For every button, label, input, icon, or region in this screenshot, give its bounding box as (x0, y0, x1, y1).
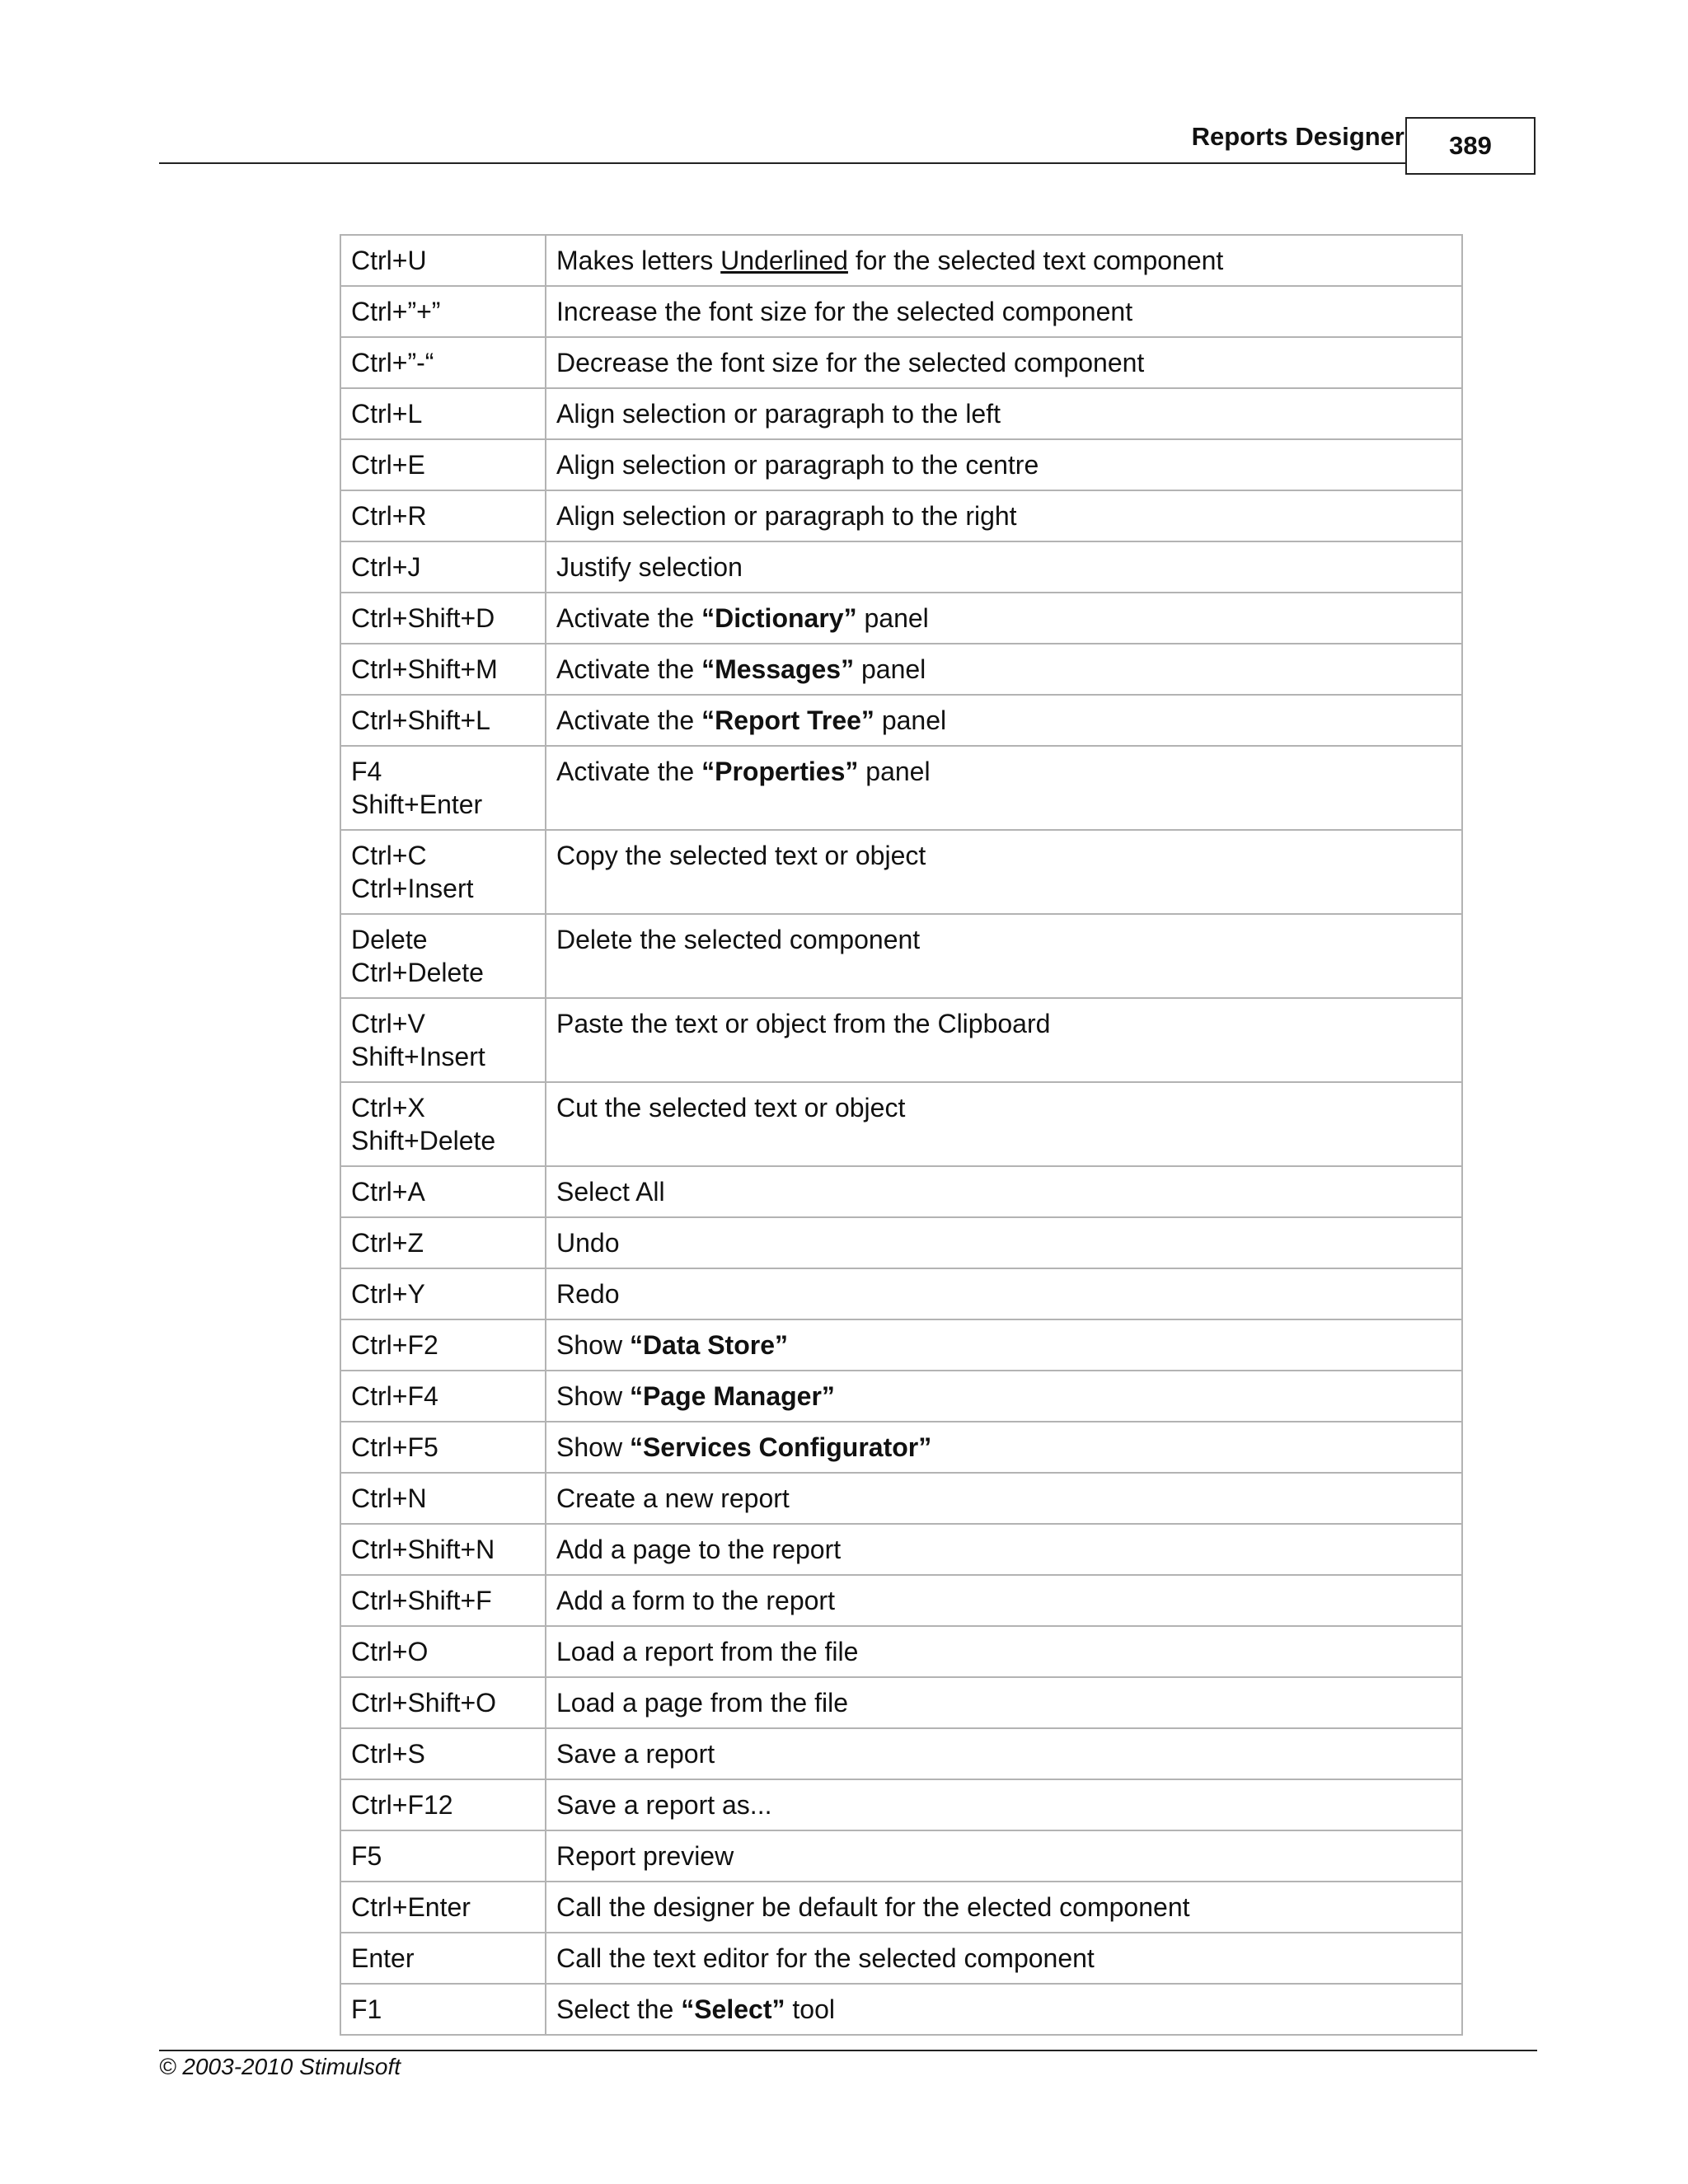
shortcut-keys-cell (340, 1984, 546, 2035)
table-row (340, 235, 1462, 286)
table-row (340, 1524, 1462, 1575)
description-text: Copy the selected text or object (556, 841, 926, 870)
shortcut-description-cell (546, 746, 1462, 830)
table-row (340, 1626, 1462, 1677)
shortcut-key: Ctrl+J (351, 552, 421, 582)
description-text: Makes letters (556, 246, 721, 275)
shortcut-key: Shift+Insert (351, 1042, 485, 1071)
shortcut-key: Ctrl+Shift+L (351, 705, 490, 735)
shortcut-key: Ctrl+Enter (351, 1892, 471, 1922)
description-text: Load a report from the file (556, 1637, 859, 1666)
table-row (340, 1728, 1462, 1779)
description-text: Select the (556, 1994, 682, 2024)
table-row (340, 1082, 1462, 1166)
bold-term: “Select” (681, 1994, 785, 2024)
shortcut-rows (340, 235, 1462, 2035)
shortcut-keys-cell (340, 1473, 546, 1524)
shortcut-description-cell (546, 1371, 1462, 1422)
bold-term: “Page Manager” (629, 1381, 835, 1411)
section-title: Reports Designer (1191, 122, 1404, 151)
shortcut-description-cell (546, 1082, 1462, 1166)
shortcut-description-cell (546, 593, 1462, 644)
shortcut-description-cell (546, 1166, 1462, 1217)
shortcut-description-cell (546, 1677, 1462, 1728)
description-text: Load a page from the file (556, 1688, 849, 1718)
shortcut-keys-cell (340, 1830, 546, 1882)
shortcut-description-cell (546, 235, 1462, 286)
shortcut-key: Ctrl+U (351, 246, 427, 275)
table-row (340, 1319, 1462, 1371)
shortcut-key: Ctrl+N (351, 1483, 427, 1513)
shortcut-keys-cell (340, 593, 546, 644)
shortcut-description-cell (546, 695, 1462, 746)
shortcut-key: Ctrl+O (351, 1637, 429, 1666)
shortcut-keys-cell (340, 1268, 546, 1319)
shortcut-key: Ctrl+F12 (351, 1790, 453, 1820)
shortcut-description-cell (546, 490, 1462, 541)
table-row (340, 746, 1462, 830)
description-text: panel (858, 757, 931, 786)
description-text: tool (785, 1994, 835, 2024)
shortcut-key: Ctrl+L (351, 399, 423, 429)
shortcut-keys-cell (340, 1728, 546, 1779)
underlined-text: Underlined (720, 246, 848, 275)
shortcut-description-cell (546, 1984, 1462, 2035)
description-text: for the selected text component (847, 246, 1224, 275)
description-text: Activate the (556, 654, 702, 684)
bold-term: “Report Tree” (701, 705, 874, 735)
shortcut-description-cell (546, 644, 1462, 695)
table-row (340, 1575, 1462, 1626)
page-number: 389 (1405, 117, 1536, 175)
description-text: Justify selection (556, 552, 743, 582)
description-text: panel (874, 705, 947, 735)
shortcut-keys-cell (340, 439, 546, 490)
shortcut-description-cell (546, 1422, 1462, 1473)
description-text: Show (556, 1330, 630, 1360)
description-text: Activate the (556, 757, 702, 786)
table-row (340, 914, 1462, 998)
shortcut-key: Ctrl+Shift+F (351, 1586, 492, 1615)
shortcut-keys-cell (340, 1882, 546, 1933)
description-text: Decrease the font size for the selected component (556, 348, 1145, 377)
table-row (340, 593, 1462, 644)
description-text: Show (556, 1381, 630, 1411)
shortcut-description-cell (546, 1575, 1462, 1626)
keyboard-shortcuts-table (340, 234, 1463, 2036)
shortcut-description-cell (546, 1626, 1462, 1677)
shortcut-keys-cell (340, 1524, 546, 1575)
table-row (340, 830, 1462, 914)
shortcut-key: Ctrl+S (351, 1739, 425, 1769)
shortcut-description-cell (546, 830, 1462, 914)
description-text: Add a form to the report (556, 1586, 835, 1615)
description-text: Align selection or paragraph to the right (556, 501, 1017, 531)
table-row (340, 1268, 1462, 1319)
description-text: Call the designer be default for the elected component (556, 1892, 1190, 1922)
shortcut-key: Ctrl+R (351, 501, 427, 531)
shortcut-keys-cell (340, 695, 546, 746)
shortcut-keys-cell (340, 1933, 546, 1984)
shortcut-key: Ctrl+Y (351, 1279, 425, 1309)
shortcut-description-cell (546, 1933, 1462, 1984)
table-row (340, 1166, 1462, 1217)
shortcut-key: Ctrl+Shift+N (351, 1535, 495, 1564)
table-row (340, 1371, 1462, 1422)
table-row (340, 337, 1462, 388)
bold-term: “Dictionary” (701, 603, 857, 633)
shortcut-keys-cell (340, 1319, 546, 1371)
shortcut-keys-cell (340, 337, 546, 388)
shortcut-key: F5 (351, 1841, 382, 1871)
shortcut-key: Delete (351, 925, 428, 954)
table-row (340, 1984, 1462, 2035)
shortcut-keys-cell (340, 746, 546, 830)
shortcut-keys-cell (340, 1575, 546, 1626)
shortcut-key: Ctrl+A (351, 1177, 425, 1207)
table-row (340, 541, 1462, 593)
shortcut-key: Ctrl+Delete (351, 958, 484, 987)
shortcut-key: Ctrl+”-“ (351, 348, 434, 377)
description-text: panel (856, 603, 929, 633)
shortcut-key: Ctrl+Shift+D (351, 603, 495, 633)
table-row (340, 1217, 1462, 1268)
shortcut-description-cell (546, 388, 1462, 439)
table-row (340, 1933, 1462, 1984)
shortcut-key: Shift+Enter (351, 790, 483, 819)
bold-term: “Data Store” (629, 1330, 788, 1360)
description-text: Cut the selected text or object (556, 1093, 906, 1122)
shortcut-key: Shift+Delete (351, 1126, 496, 1155)
table-row (340, 998, 1462, 1082)
table-row (340, 286, 1462, 337)
shortcut-keys-cell (340, 1217, 546, 1268)
table-row (340, 1779, 1462, 1830)
description-text: Save a report as... (556, 1790, 772, 1820)
shortcut-keys-cell (340, 1626, 546, 1677)
copyright-notice: © 2003-2010 Stimulsoft (159, 2054, 401, 2079)
table-row (340, 388, 1462, 439)
table-row (340, 490, 1462, 541)
shortcut-keys-cell (340, 1082, 546, 1166)
table-row (340, 644, 1462, 695)
shortcut-description-cell (546, 1728, 1462, 1779)
description-text: Save a report (556, 1739, 715, 1769)
shortcut-key: Ctrl+Z (351, 1228, 424, 1258)
table-row (340, 1677, 1462, 1728)
shortcut-key: Ctrl+Insert (351, 874, 474, 903)
bold-term: “Properties” (701, 757, 859, 786)
shortcut-keys-cell (340, 830, 546, 914)
shortcut-keys-cell (340, 644, 546, 695)
shortcut-keys-cell (340, 490, 546, 541)
shortcut-keys-cell (340, 998, 546, 1082)
description-text: Report preview (556, 1841, 734, 1871)
shortcut-keys-cell (340, 1422, 546, 1473)
header-divider (159, 162, 1405, 164)
description-text: Select All (556, 1177, 665, 1207)
shortcut-keys-cell (340, 235, 546, 286)
description-text: Align selection or paragraph to the centre (556, 450, 1039, 480)
bold-term: “Messages” (701, 654, 855, 684)
shortcut-description-cell (546, 286, 1462, 337)
table-row (340, 1473, 1462, 1524)
shortcut-key: F1 (351, 1994, 382, 2024)
shortcut-description-cell (546, 541, 1462, 593)
table-row (340, 439, 1462, 490)
description-text: Add a page to the report (556, 1535, 842, 1564)
shortcut-description-cell (546, 1217, 1462, 1268)
shortcut-description-cell (546, 1779, 1462, 1830)
shortcut-key: Ctrl+X (351, 1093, 425, 1122)
shortcut-key: Ctrl+F4 (351, 1381, 438, 1411)
shortcut-keys-cell (340, 541, 546, 593)
shortcut-description-cell (546, 1882, 1462, 1933)
description-text: Align selection or paragraph to the left (556, 399, 1001, 429)
shortcut-keys-cell (340, 1779, 546, 1830)
shortcut-description-cell (546, 337, 1462, 388)
shortcut-keys-cell (340, 1677, 546, 1728)
shortcut-key: Ctrl+V (351, 1009, 425, 1038)
shortcut-key: Ctrl+F5 (351, 1432, 438, 1462)
shortcut-description-cell (546, 1268, 1462, 1319)
shortcut-description-cell (546, 1319, 1462, 1371)
table-row (340, 1882, 1462, 1933)
shortcut-keys-cell (340, 1166, 546, 1217)
shortcut-key: Ctrl+”+” (351, 297, 441, 326)
table-row (340, 695, 1462, 746)
description-text: Show (556, 1432, 630, 1462)
shortcut-description-cell (546, 1830, 1462, 1882)
shortcut-description-cell (546, 1524, 1462, 1575)
shortcut-keys-cell (340, 286, 546, 337)
shortcut-keys-cell (340, 388, 546, 439)
shortcut-key: Ctrl+F2 (351, 1330, 438, 1360)
bold-term: “Services Configurator” (629, 1432, 932, 1462)
shortcut-key: Ctrl+E (351, 450, 425, 480)
shortcut-keys-cell (340, 914, 546, 998)
shortcut-key: Ctrl+Shift+O (351, 1688, 497, 1718)
description-text: panel (854, 654, 926, 684)
table-row (340, 1830, 1462, 1882)
description-text: Activate the (556, 603, 702, 633)
table-row (340, 1422, 1462, 1473)
footer-divider (159, 2050, 1537, 2051)
shortcut-key: Ctrl+Shift+M (351, 654, 498, 684)
description-text: Create a new report (556, 1483, 790, 1513)
shortcut-description-cell (546, 914, 1462, 998)
description-text: Redo (556, 1279, 620, 1309)
shortcut-key: Enter (351, 1943, 415, 1973)
description-text: Call the text editor for the selected component (556, 1943, 1095, 1973)
shortcut-description-cell (546, 998, 1462, 1082)
description-text: Paste the text or object from the Clipboard (556, 1009, 1051, 1038)
description-text: Activate the (556, 705, 702, 735)
shortcut-description-cell (546, 439, 1462, 490)
shortcut-description-cell (546, 1473, 1462, 1524)
description-text: Increase the font size for the selected component (556, 297, 1133, 326)
shortcut-key: F4 (351, 757, 382, 786)
shortcut-keys-cell (340, 1371, 546, 1422)
shortcut-key: Ctrl+C (351, 841, 427, 870)
description-text: Delete the selected component (556, 925, 921, 954)
description-text: Undo (556, 1228, 620, 1258)
